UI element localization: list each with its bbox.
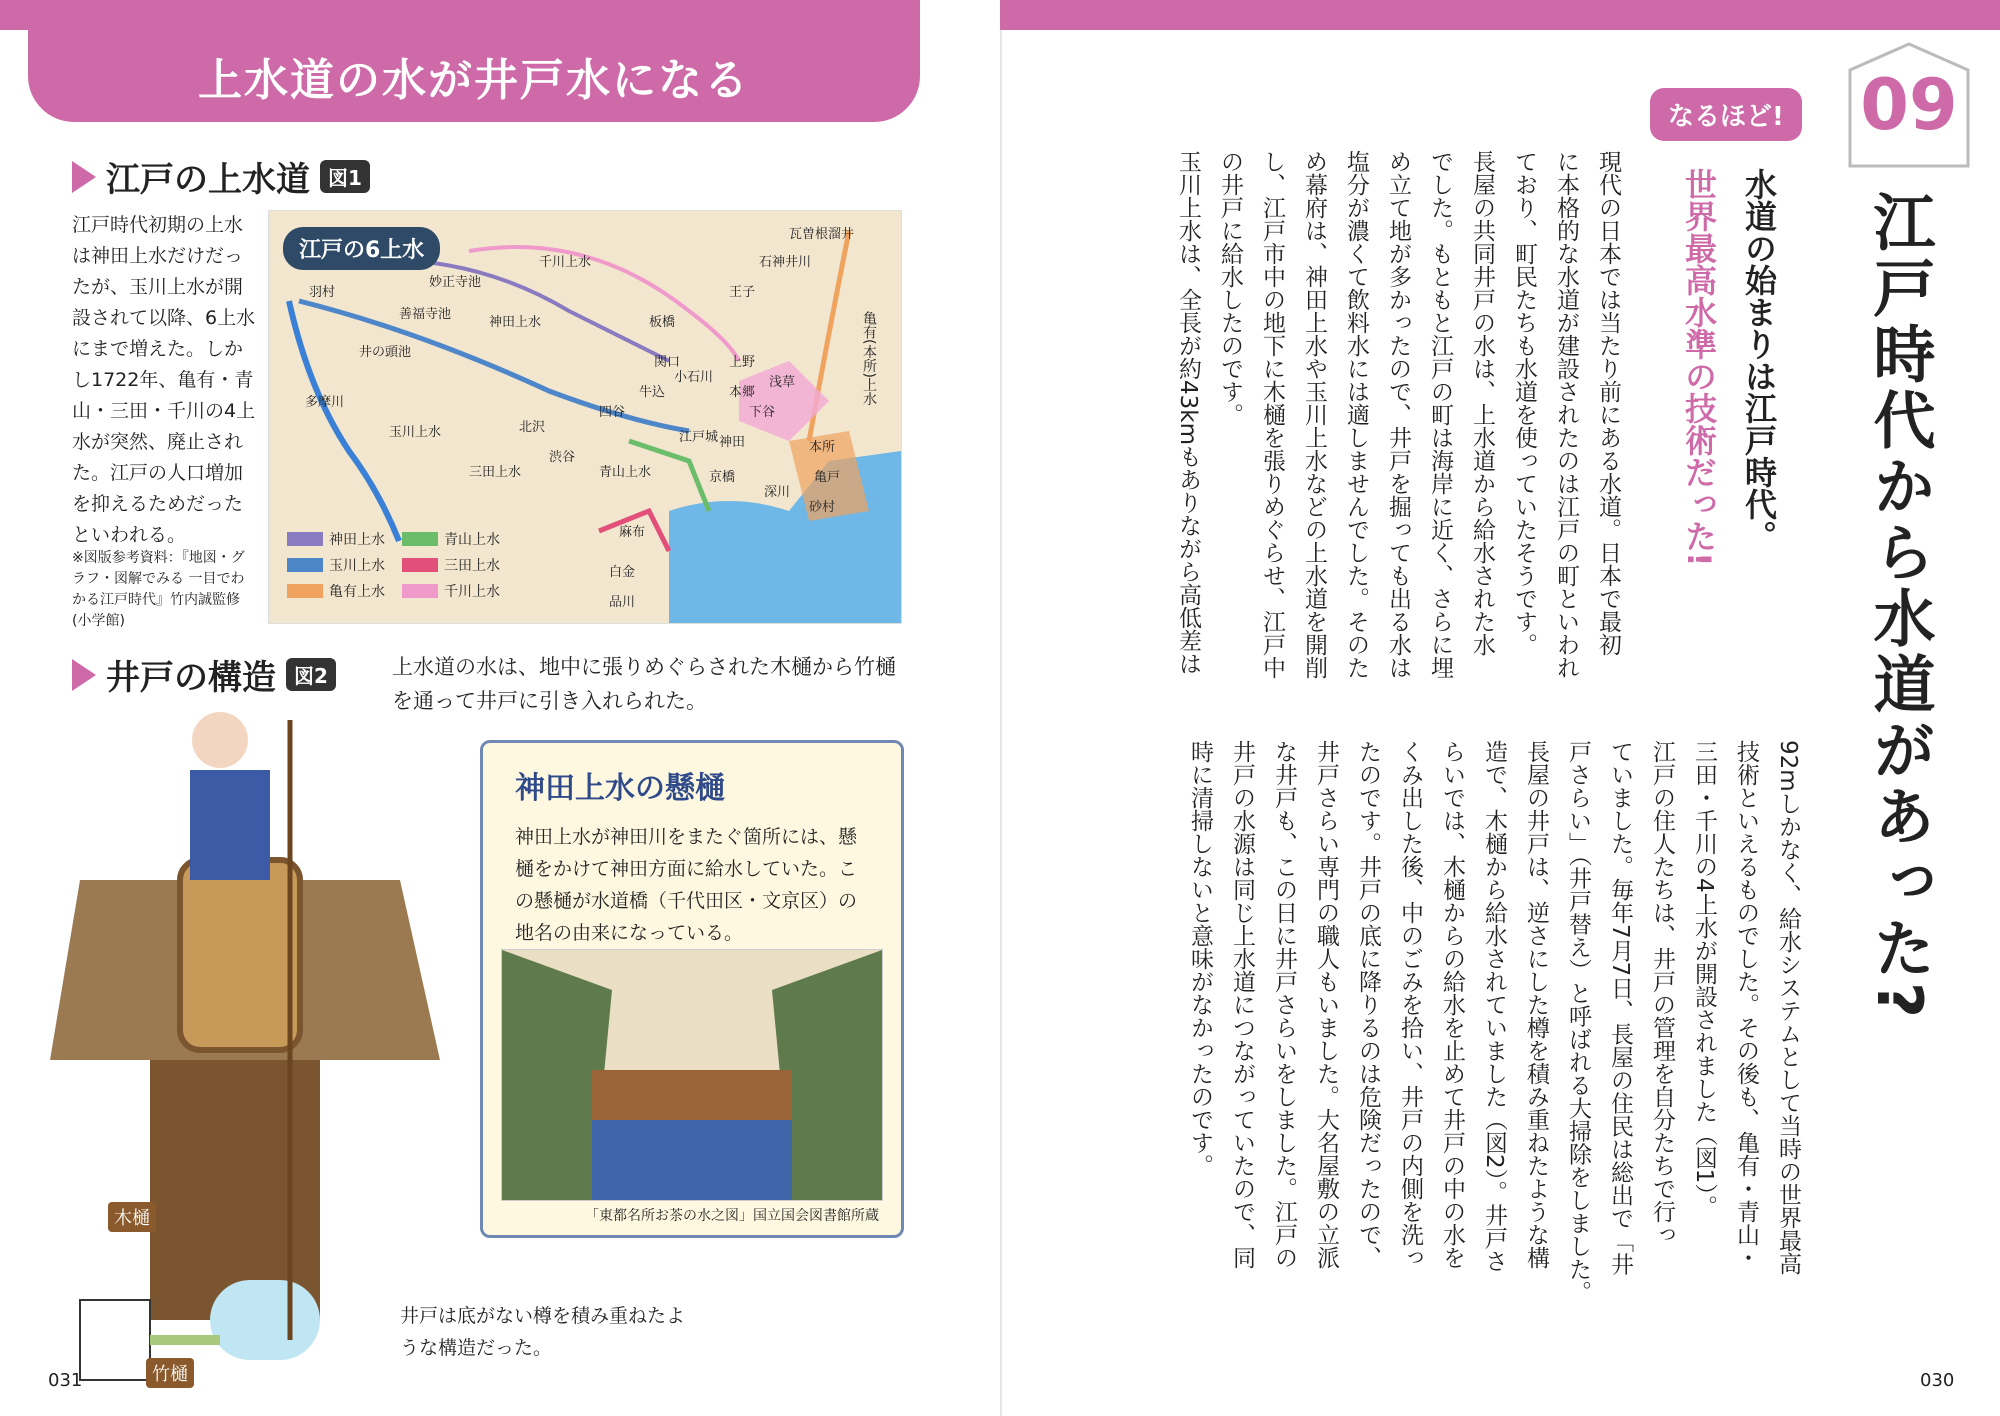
map-label: 小石川 [674, 370, 714, 385]
body-col: し、江戸市中の地下に木樋を張りめぐらせ、江戸中 [1259, 150, 1285, 679]
figure-tag: 図1 [320, 160, 370, 193]
reference-note: ※図版参考資料：『地図・グラフ・図解でみる 一目でわかる江戸時代』竹内誠監修(小学館) [72, 550, 245, 629]
subtitle-line-1: 水道の始まりは江戸時代。 [1740, 168, 1778, 552]
section1-body: 江戸時代初期の上水は神田上水だけだったが、玉川上水が開設されて以降、6上水にまで増えた。しかし1722年、亀有・青山・三田・千川の4上水が突然、廃止された。江戸の人口増加を抑えるためだったといわれる。 [72, 214, 256, 546]
body-col: 時に清掃しないと意味がなかったのです。 [1187, 740, 1213, 1177]
section-heading-text: 江戸の上水道 [106, 160, 310, 200]
naruhodo-badge: なるほど! [1650, 88, 1802, 141]
map-label: 多摩川 [305, 395, 345, 410]
body-col: 92mしかなく、給水システムとして当時の世界最高 [1775, 740, 1801, 1275]
map-label: 神田 [719, 435, 746, 450]
section-heading-well [72, 650, 336, 699]
painting-illustration [502, 950, 882, 1200]
body-col: 長屋の井戸は、逆さにした樽を積み重ねたような構 [1523, 740, 1549, 1269]
map-label: 品川 [609, 595, 636, 610]
edo-water-map [268, 210, 902, 624]
triangle-bullet-icon [72, 659, 96, 691]
body-col: 井戸さらい専門の職人もいました。大名屋敷の立派 [1313, 740, 1339, 1269]
body-col: 長屋の共同井戸の水は、上水道から給水された水 [1469, 150, 1495, 656]
map-label: 王子 [729, 285, 756, 300]
map-label: 江戸城 [679, 430, 719, 445]
page-gutter [1000, 0, 1002, 1416]
body-col: 造で、木樋から給水されていました（図2）。井戸さ [1481, 740, 1507, 1273]
subtitle-line-2: 世界最高水準の技術だった! [1680, 168, 1718, 567]
person-body [190, 770, 270, 880]
map-label: 上野 [729, 355, 756, 370]
body-col: 技術といえるものでした。その後も、亀有・青山・ [1733, 740, 1759, 1269]
top-color-strip [0, 0, 920, 30]
body-col: に本格的な水道が建設されたのは江戸の町といわれ [1553, 150, 1579, 679]
top-color-strip [1000, 0, 2000, 30]
inset-box [480, 740, 904, 1238]
map-label: 本郷 [729, 385, 756, 400]
section-heading-text: 井戸の構造 [106, 658, 276, 698]
map-title: 江戸の6上水 [283, 227, 440, 270]
map-label: 亀戸 [814, 470, 841, 485]
person-head [192, 712, 248, 768]
map-label: 浅草 [769, 375, 796, 390]
tama-river [289, 301, 399, 541]
body-col: の井戸に給水したのです。 [1217, 150, 1243, 426]
legend-item: 三田上水 [402, 555, 517, 575]
label-bamboo-pipe: 竹樋 [146, 1358, 194, 1388]
body-col: 玉川上水は、全長が約43kmもありながら高低差は [1175, 150, 1201, 675]
painting-credit: 「東都名所お茶の水之図」国立国会図書館所蔵 [585, 1208, 879, 1224]
map-legend [287, 529, 517, 607]
section2-caption: 上水道の水は、地中に張りめぐらされた木樋から竹樋を通って井戸に引き入れられた。 [392, 655, 896, 713]
triangle-bullet-icon [72, 161, 96, 193]
map-label: 渋谷 [549, 450, 576, 465]
body-col: 戸さらい」（井戸替え）と呼ばれる大掃除をしました。 [1565, 740, 1591, 1304]
well-shaft [150, 1060, 320, 1320]
map-label: 亀有(本所)上水 [861, 311, 877, 406]
body-col: でした。もともと江戸の町は海岸に近く、さらに埋 [1427, 150, 1453, 679]
map-label: 麻布 [619, 525, 646, 540]
map-label: 下谷 [749, 405, 776, 420]
inset-text: 神田上水が神田川をまたぐ箇所には、懸樋をかけて神田方面に給水していた。この懸樋が水道橋（千代田区・文京区）の地名の由来になっている。 [515, 826, 858, 944]
well-note: 井戸は底がない樽を積み重ねたような構造だった。 [400, 1305, 686, 1359]
body-col: ており、町民たちも水道を使っていたそうです。 [1511, 150, 1537, 656]
page-number-right: 030 [1920, 1370, 1955, 1391]
body-col: 塩分が濃くて飲料水には適しませんでした。そのた [1343, 150, 1369, 679]
map-label: 板橋 [649, 315, 676, 330]
page-number-left: 031 [48, 1370, 83, 1391]
legend-item: 亀有上水 [287, 581, 402, 601]
legend-item: 玉川上水 [287, 555, 402, 575]
well-illustration [40, 700, 480, 1400]
map-label: 牛込 [639, 385, 666, 400]
chapter-number: 09 [1860, 64, 1958, 146]
body-col: 江戸の住人たちは、井戸の管理を自分たちで行っ [1649, 740, 1675, 1246]
body-col: め幕府は、神田上水や玉川上水などの上水道を開削 [1301, 150, 1327, 679]
legend-item: 千川上水 [402, 581, 517, 601]
map-label: 神田上水 [489, 315, 542, 330]
map-label: 京橋 [709, 470, 736, 485]
inset-title: 神田上水の懸樋 [515, 771, 725, 806]
map-label: 三田上水 [469, 465, 522, 480]
body-col: たのです。井戸の底に降りるのは危険だったので、 [1355, 740, 1381, 1269]
map-label: 千川上水 [539, 255, 592, 270]
map-label: 妙正寺池 [429, 275, 482, 290]
body-col: め立て地が多かったので、井戸を掘っても出る水は [1385, 150, 1411, 679]
body-col: 現代の日本では当たり前にある水道。日本で最初 [1595, 150, 1621, 656]
map-label: 関口 [654, 355, 681, 370]
map-label: 石神井川 [759, 255, 812, 270]
map-label: 白金 [609, 565, 636, 580]
barrel [180, 860, 300, 1050]
map-label: 本所 [809, 440, 836, 455]
bay-water [669, 451, 901, 623]
body-col: な井戸も、この日に井戸さらいをしました。江戸の [1271, 740, 1297, 1269]
wooden-pipe [80, 1300, 150, 1380]
map-label: 羽村 [309, 285, 336, 300]
map-label: 北沢 [519, 420, 546, 435]
map-label: 砂村 [809, 500, 836, 515]
label-wooden-pipe: 木樋 [108, 1202, 156, 1232]
legend-item: 青山上水 [402, 529, 517, 549]
map-label: 四谷 [599, 405, 626, 420]
section-heading-water-supply [72, 152, 370, 201]
page-banner [28, 30, 920, 122]
map-label: 玉川上水 [389, 425, 442, 440]
map-label: 瓦曽根溜井 [789, 227, 855, 242]
body-col: くみ出した後、中のごみを拾い、井戸の内側を洗っ [1397, 740, 1423, 1269]
legend-item: 神田上水 [287, 529, 402, 549]
map-label: 善福寺池 [399, 307, 452, 322]
senkawa-line [469, 247, 739, 361]
page-title: 江戸時代から水道があった? [1863, 190, 1936, 1022]
map-label: 井の頭池 [359, 345, 412, 360]
figure-tag: 図2 [286, 658, 336, 691]
chapter-number-badge [1838, 40, 1980, 170]
body-col: 井戸の水源は同じ上水道につながっていたので、同 [1229, 740, 1255, 1269]
ukiyoe-painting [501, 949, 883, 1201]
body-col: らいでは、木樋からの給水を止めて井戸の中の水を [1439, 740, 1465, 1269]
water-pool [210, 1280, 320, 1360]
body-col: ていました。毎年7月7日、長屋の住民は総出で「井 [1607, 740, 1633, 1276]
body-col: 三田・千川の4上水が開設されました（図1）。 [1691, 740, 1717, 1218]
map-label: 深川 [764, 485, 791, 500]
banner-title: 上水道の水が井戸水になる [198, 55, 750, 106]
map-label: 青山上水 [599, 465, 652, 480]
